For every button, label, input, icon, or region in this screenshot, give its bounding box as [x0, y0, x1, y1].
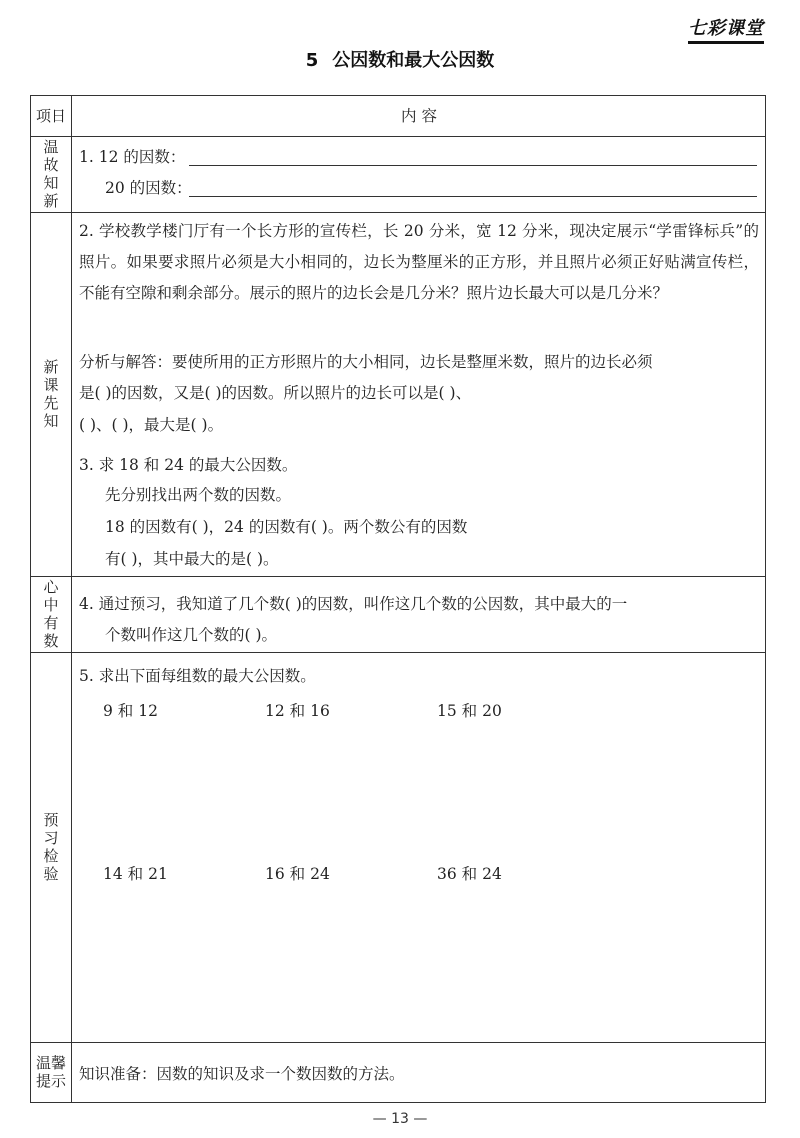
- q2-analysis-3[interactable]: ( )、( )，最大是( )。: [79, 416, 224, 434]
- q2-text: 2. 学校教学楼门厅有一个长方形的宣传栏，长 20 分米，宽 12 分米，现决定展示“学雷锋标兵”的照片。如果要求照片必须是大小相同的，边长为整厘米的正方形，并且照片必须正好贴满宣传栏，不能有空隙和剩余部分。展示的照片的边长会是几分米？照片边长最大可以是几分米？: [79, 222, 759, 302]
- q3-line-1[interactable]: 18 的因数有( )，24 的因数有( )。两个数公有的因数: [105, 518, 468, 536]
- row-divider: [31, 1042, 765, 1043]
- header-item-label: 项日: [35, 107, 66, 125]
- page-title: [0, 46, 800, 72]
- label-summary: 心中有数: [43, 578, 59, 650]
- q1-line-12[interactable]: 1. 12 的因数：: [79, 148, 186, 166]
- answer-line-20[interactable]: [189, 196, 757, 197]
- q4-line-2[interactable]: 个数叫作这几个数的( )。: [105, 626, 278, 644]
- page-number: — 13 —: [372, 1111, 428, 1127]
- title-number: 5: [305, 50, 319, 71]
- pair-9-12: 9 和 12: [103, 702, 158, 720]
- q2-analysis-2[interactable]: 是( )的因数，又是( )的因数。所以照片的边长可以是( )、: [79, 384, 472, 402]
- label-tips: 温馨提示: [35, 1054, 66, 1090]
- tips-text: 知识准备：因数的知识及求一个数因数的方法。: [79, 1065, 405, 1083]
- title-text: 公因数和最大公因数: [332, 50, 495, 71]
- pair-14-21: 14 和 21: [103, 865, 168, 883]
- pair-36-24: 36 和 24: [437, 865, 502, 883]
- row-divider: [31, 576, 765, 577]
- header-content-label: 内 容: [401, 107, 437, 125]
- row-divider: [31, 212, 765, 213]
- brand-logo: 七彩课堂: [688, 14, 764, 44]
- q4-line-1[interactable]: 4. 通过预习，我知道了几个数( )的因数，叫作这几个数的公因数，其中最大的一: [79, 595, 628, 613]
- q2-analysis-1: 分析与解答：要使所用的正方形照片的大小相同，边长是整厘米数，照片的边长必须: [79, 353, 653, 371]
- label-preview: 新课先知: [43, 358, 59, 430]
- row-divider: [31, 652, 765, 653]
- q3-hint: 先分别找出两个数的因数。: [105, 486, 292, 504]
- q1-line-20[interactable]: 20 的因数：: [105, 179, 192, 197]
- q3-line-2[interactable]: 有( )，其中最大的是( )。: [105, 550, 279, 568]
- label-review: 温故知新: [43, 138, 59, 210]
- answer-line-12[interactable]: [189, 165, 757, 166]
- column-divider: [71, 96, 72, 1102]
- pair-15-20: 15 和 20: [437, 702, 502, 720]
- q5-title: 5. 求出下面每组数的最大公因数。: [79, 667, 316, 685]
- worksheet-table: [30, 95, 766, 1103]
- pair-16-24: 16 和 24: [265, 865, 330, 883]
- label-practice: 预习检验: [43, 811, 59, 883]
- pair-12-16: 12 和 16: [265, 702, 330, 720]
- q3-title: 3. 求 18 和 24 的最大公因数。: [79, 456, 298, 474]
- row-divider: [31, 136, 765, 137]
